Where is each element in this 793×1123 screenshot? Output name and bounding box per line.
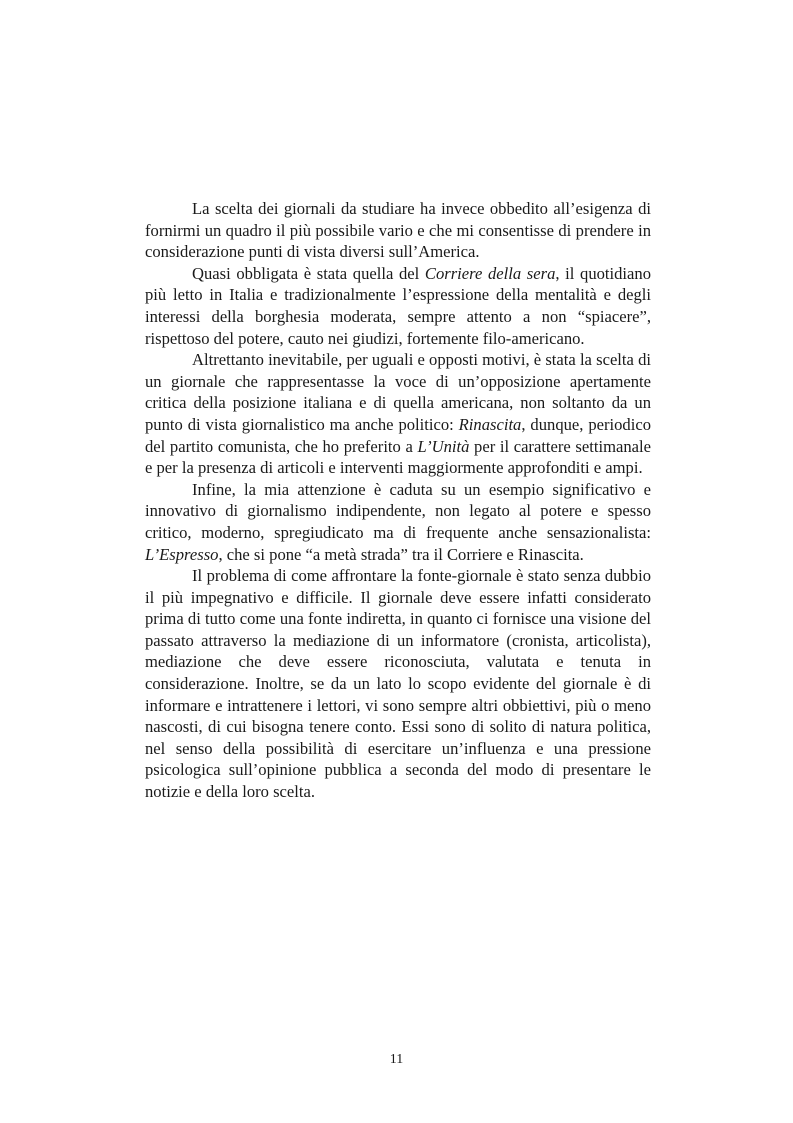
paragraph <box>145 565 651 803</box>
text-run: per il carattere settimanale e per la presenza di articoli e interventi maggiormente approfonditi e ampi. <box>145 436 651 478</box>
paragraph <box>145 479 651 565</box>
text-run: , che si pone “a metà strada” tra il Corriere e Rinascita. <box>218 544 584 564</box>
newspaper-title: Corriere della sera <box>424 263 556 283</box>
text-run: , dunque, periodico del partito comunista, che ho preferito a <box>145 414 651 456</box>
page-number: 11 <box>389 1052 404 1067</box>
text-run: Il problema di come affrontare la fonte-giornale è stato senza dubbio il più impegnativo e difficile. Il giornale deve essere infatti considerato prima di tutto come una fonte indiretta, in quanto ci fornisce una visione del passato attraverso la mediazione di un informatore (cronista, articolista), mediazione che deve essere riconosciuta, valutata e tenuta in considerazione. Inoltre, se da un lato lo scopo evidente del giornale è di informare e intrattenere i lettori, vi sono sempre altri obbiettivi, più o meno nascosti, di cui bisogna tenere conto. Essi sono di solito di natura politica, nel senso della possibilità di esercitare un’influenza e una pressione psicologica sull’opinione pubblica a seconda del modo di presentare le notizie e della loro scelta. <box>145 566 651 802</box>
paragraph <box>145 349 651 479</box>
body-text <box>145 198 651 803</box>
text-run: Quasi obbligata è stata quella del <box>192 263 425 283</box>
newspaper-title: L’Espresso <box>145 544 219 564</box>
text-run: Infine, la mia attenzione è caduta su un esempio significativo e innovativo di giornalismo indipendente, non legato al potere e spesso critico, moderno, spregiudicato ma di frequente anche sensazionalista: <box>145 479 651 542</box>
text-run: Altrettanto inevitabile, per uguali e opposti motivi, è stata la scelta di un giornale che rappresentasse la voce di un’opposizione apertamente critica della posizione italiana e di quella americana, non soltanto da un punto di vista giornalistico ma anche politico: <box>145 350 651 434</box>
paragraph <box>145 263 651 349</box>
newspaper-title: Rinascita <box>458 414 522 434</box>
text-run: , il quotidiano più letto in Italia e tradizionalmente l’espressione della mentalità e degli interessi della borghesia moderata, sempre attento a non “spiacere”, rispettoso del potere, cauto nei giudizi, fortemente filo-americano. <box>145 263 651 348</box>
paragraph <box>145 198 651 263</box>
newspaper-title: L’Unità <box>417 436 470 456</box>
text-run: La scelta dei giornali da studiare ha invece obbedito all’esigenza di fornirmi un quadro il più possibile vario e che mi consentisse di prendere in considerazione punti di vista diversi sull’America. <box>145 199 651 262</box>
